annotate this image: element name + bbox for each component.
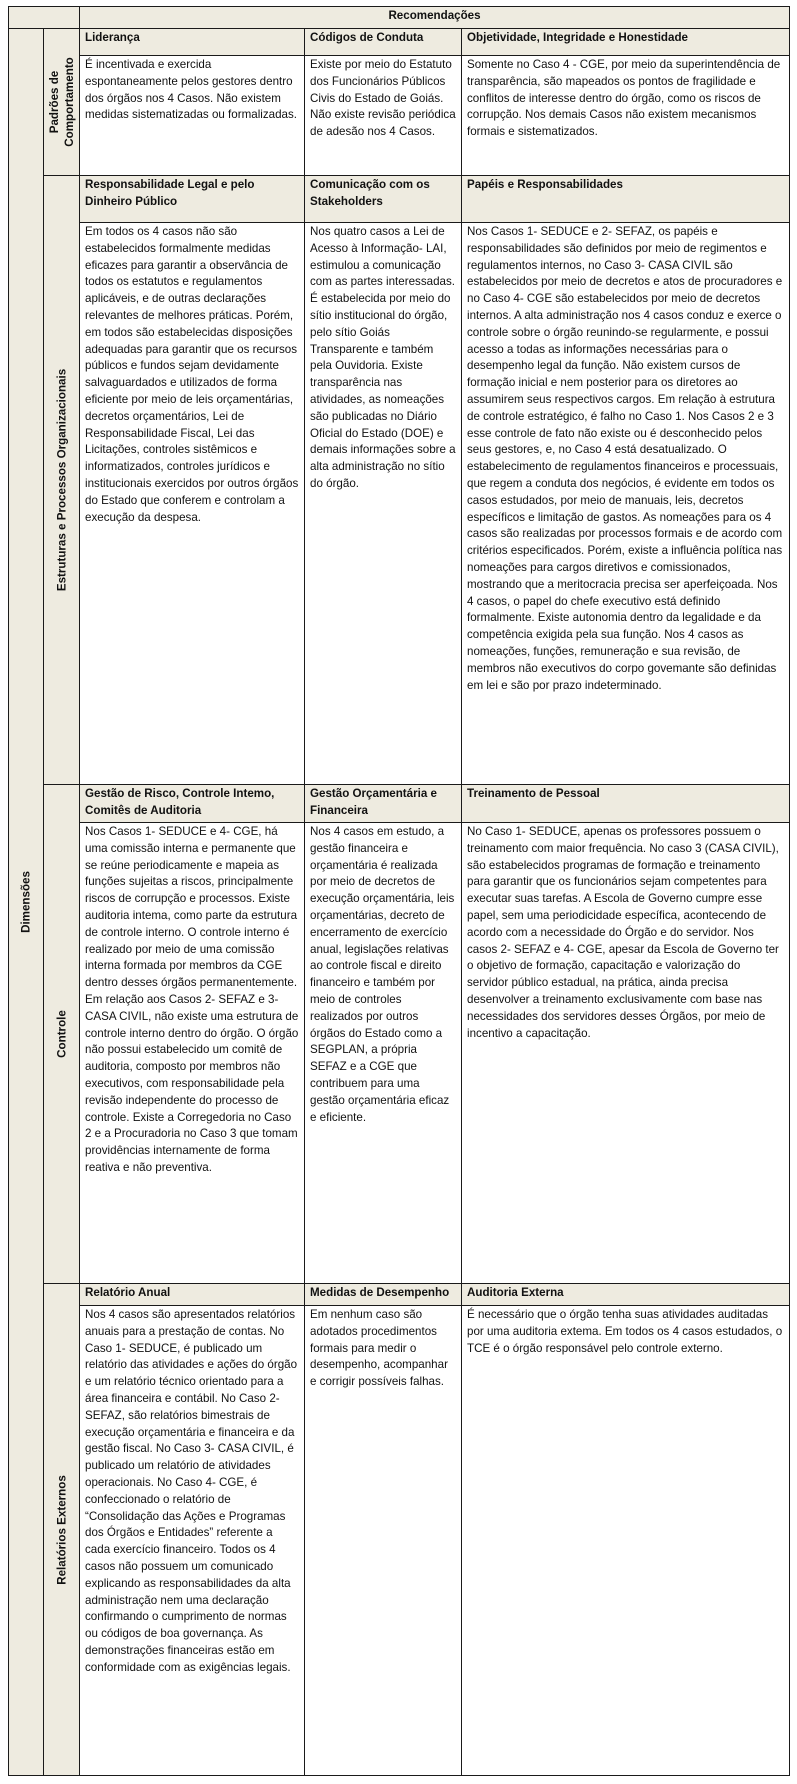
recommendations-header: Recomendações [80,7,790,29]
section-label-external-reports: Relatórios Externos [55,1474,68,1585]
heading-lideranca: Liderança [80,29,305,56]
text-medidas-desempenho: Em nenhum caso são adotados procedimentos formais para medir o desempenho, acompanhar e corrigir possíveis falhas. [305,1306,462,1776]
text-relatorio-anual: Nos 4 casos são apresentados relatórios anuais para a prestação de contas. No Caso 1- SEDUCE, é publicado um relatório das atividades e ações do órgão e um relatório técnico orientado para a área financeira e contábil. No Caso 2- SEFAZ, são relatórios bimestrais de execução orçamentária e financeira e da gestão fiscal. No Caso 3- CASA CIVIL, é publicado um relatório de atividades operacionais. No Caso 4- CGE, é confeccionado o relatório de “Consolidação das Ações e Programas dos Órgãos e Entidades” referente a cada exercício financeiro. Todos os 4 casos não possuem um comunicado explicando as responsabilidades da alta administração nem uma declaração confirmando o cumprimento de normas ou códigos de boa governança. As demonstrações financeiras estão em conformidade com as exigências legais. [80,1306,305,1776]
heading-treinamento-pessoal: Treinamento de Pessoal [462,785,790,823]
heading-medidas-desempenho: Medidas de Desempenho [305,1284,462,1306]
heading-objetividade: Objetividade, Integridade e Honestidade [462,29,790,56]
heading-responsabilidade-legal: Responsabilidade Legal e pelo Dinheiro Público [80,176,305,223]
section-label-cell-control [44,785,80,1284]
heading-gestao-orcamentaria: Gestão Orçamentária e Financeira [305,785,462,823]
section-label-cell-external-reports [44,1284,80,1776]
text-comunicacao-stakeholders: Nos quatro casos a Lei de Acesso à Informação- LAI, estimulou a comunicação com as partes interessadas. É estabelecida por meio do sítio institucional do órgão, pelo sítio Goiás Transparente e também pela Ouvidoria. Existe transparência nas atividades, as nomeações são publicadas no Diário Oficial do Estado (DOE) e demais informações sobre a alta administração no sítio do órgão. [305,223,462,785]
text-papeis-responsabilidades: Nos Casos 1- SEDUCE e 2- SEFAZ, os papéis e responsabilidades são definidos por meio de regimentos e regulamentos internos, no Caso 3- CASA CIVIL são estabelecidos por meio de decretos e atos de procuradores e no Caso 4- CGE são estabelecidos por meio de decretos internos. A alta administração nos 4 casos conduz e exerce o controle sobre o órgão reunindo-se regularmente, e possui acesso a todas as informações necessárias para o desempenho legal da função. Não existem cursos de formação inicial e nem posterior para os diretores ao assumirem seus respectivos cargos. Em relação à estrutura de controle estratégico, é falho no Caso 1. Nos Casos 2 e 3 esse controle de fato não existe ou é desconhecido pelos seus gestores, e, no Caso 4 está desatualizado. O estabelecimento de regulamentos financeiros e processuais, que regem a conduta dos negócios, é evidente em todos os casos estudados, por meio de manuais, leis, decretos específicos e limitação de gastos. As nomeações para os 4 casos são realizadas por processos formais e de acordo com critérios especificados. Porém, existe a influência política nas nomeações para cargos diretivos e comissionados, mostrando que a meritocracia precisa ser aperfeiçoada. Nos 4 casos, o papel do chefe executivo está definido formalmente. Existe autonomia dentro da legalidade e da competência exigida pela sua função. Nos 4 casos as nomeações, funções, remuneração e sua revisão, de membros não executivos do corpo govemante são definidas em lei e são por prazo indeterminado. [462,223,790,785]
governance-recommendations-table [8,6,790,1776]
text-auditoria-externa: É necessário que o órgão tenha suas atividades auditadas por uma auditoria extema. Em todos os 4 casos estudados, o TCE é o órgão responsável pelo controle externo. [462,1306,790,1776]
heading-comunicacao-stakeholders: Comunicação com os Stakeholders [305,176,462,223]
text-responsabilidade-legal: Em todos os 4 casos não são estabelecidos formalmente medidas eficazes para garantir a observância de todos os estatutos e regulamentos aplicáveis, e de outras declarações relevantes de melhores práticas. Porém, em todos são estabelecidas disposições adequadas para garantir que os recursos públicos e fundos sejam devidamente salvaguardados e utilizados de forma eficiente por meio de leis orçamentárias, decretos orçamentários, Lei de Responsabilidade Fiscal, Lei das Licitações, controles sistêmicos e informatizados, controles jurídicos e institucionais exercidos por outros órgãos do Estado que conferem e controlam a execução da despesa. [80,223,305,785]
section-label-structures: Estruturas e Processos Organizacionais [55,368,68,592]
text-treinamento-pessoal: No Caso 1- SEDUCE, apenas os professores possuem o treinamento com maior frequência. No caso 3 (CASA CIVIL), são estabelecidos programas de formação e treinamento para garantir que os funcionários sejam competentes para executar suas tarefas. A Escola de Governo cumpre esse papel, sem uma periodicidade específica, acontecendo de acordo com a necessidade do Órgão e do servidor. Nos casos 2- SEFAZ e 4- CGE, apesar da Escola de Governo ter o objetivo de formação, capacitação e valorização do servidor público estadual, na prática, ainda precisa desenvolver a treinamento exclusivamente com base nas necessidades dos servidores desses Órgãos, por meio de incentivo a capacitação. [462,823,790,1284]
section-label-control: Controle [55,1010,68,1058]
dimensions-label: Dimensões [19,871,33,933]
text-gestao-orcamentaria: Nos 4 casos em estudo, a gestão financeira e orçamentária é realizada por meio de decretos de execução orçamentária, leis orçamentárias, decreto de encerramento de exercício anual, legislações relativas ao controle fiscal e direito financeiro e também por meio de controles realizados por outros órgãos do Estado como a SEGPLAN, a própria SEFAZ e a CGE que contribuem para uma gestão orçamentária eficaz e eficiente. [305,823,462,1284]
corner-cell [9,7,80,29]
heading-gestao-risco: Gestão de Risco, Controle Intemo, Comitês de Auditoria [80,785,305,823]
heading-codigos-conduta: Códigos de Conduta [305,29,462,56]
section-label-cell-structures [44,176,80,785]
heading-papeis-responsabilidades: Papéis e Responsabilidades [462,176,790,223]
text-gestao-risco: Nos Casos 1- SEDUCE e 4- CGE, há uma comissão interna e permanente que se reúne periodicamente e mapeia as funções sujeitas a riscos, principalmente riscos de corrupção e processos. Existe auditoria intema, como parte da estrutura de controle interno. O controle interno é realizado por meio de uma comissão interna formada por membros da CGE dentro desses órgãos permanentemente. Em relação aos Casos 2- SEFAZ e 3- CASA CIVIL, não existe uma estrutura de controle interno dentro do órgão. O órgão não possui estabelecido um comitê de auditoria, composto por membros não executivos, com responsabilidade pela revisão independente do processo de controle. Existe a Corregedoria no Caso 2 e a Procuradoria no Caso 3 que tomam providências internamente de forma reativa e não preventiva. [80,823,305,1284]
section-label-cell-behavior [44,29,80,176]
text-codigos-conduta: Existe por meio do Estatuto dos Funcionários Públicos Civis do Estado de Goiás. Não existe revisão periódica de adesão nos 4 Casos. [305,56,462,176]
section-label-behavior-line2: Comportamento [62,57,76,147]
heading-relatorio-anual: Relatório Anual [80,1284,305,1306]
heading-auditoria-externa: Auditoria Externa [462,1284,790,1306]
text-lideranca: É incentivada e exercida espontaneamente pelos gestores dentro dos órgãos nos 4 Casos. Não existem medidas sistematizadas ou formalizadas. [80,56,305,176]
text-objetividade: Somente no Caso 4 - CGE, por meio da superintendência de transparência, são mapeados os pontos de fragilidade e conflitos de interesse dentro do órgão, como os riscos de corrupção. Nos demais Casos não existem mecanismos formais e sistematizados. [462,56,790,176]
section-label-behavior-line1: Padrões de [47,70,61,134]
dimensions-label-cell [9,29,44,1776]
